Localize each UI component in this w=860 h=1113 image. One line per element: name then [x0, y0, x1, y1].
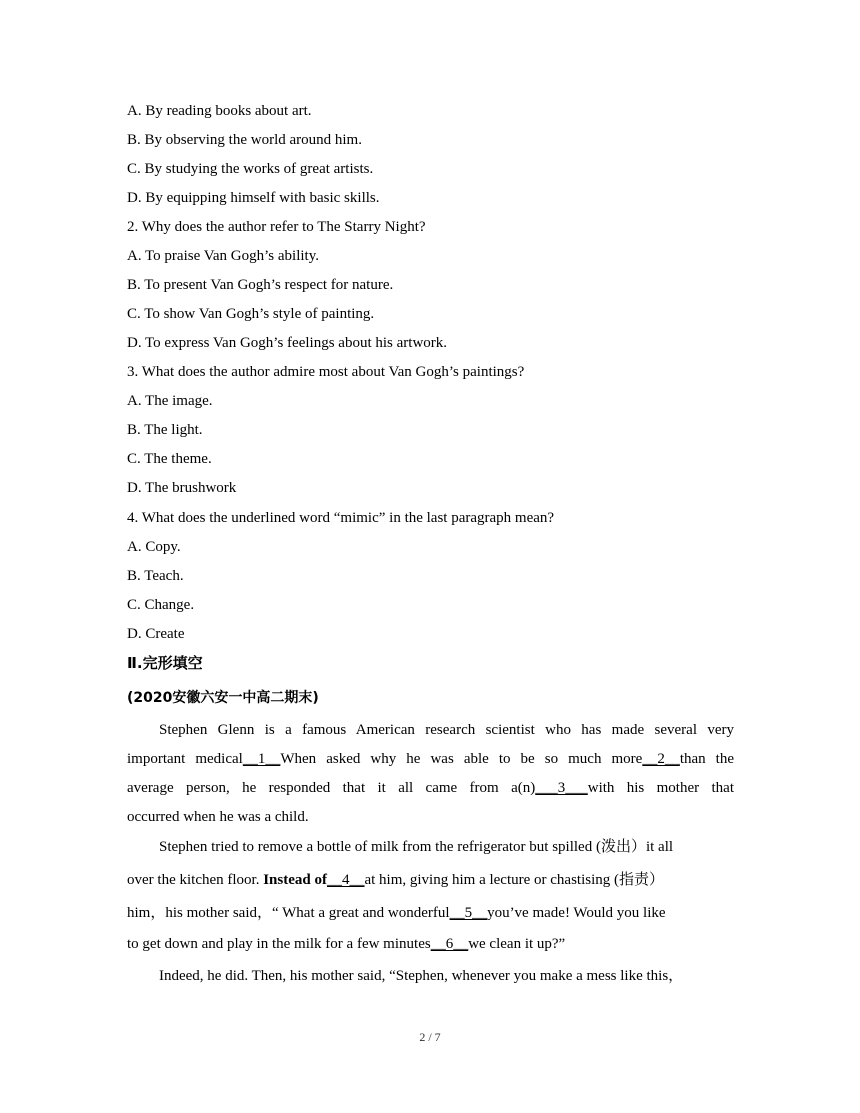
q4-option-a: A. Copy.: [127, 539, 181, 555]
section-source: (2020安徽六安一中高二期末): [127, 690, 319, 706]
text-run: with his mother that: [587, 780, 734, 796]
blank-3: ___3___: [535, 780, 588, 796]
passage-p2-line3: [127, 903, 734, 923]
passage-p2-line2: [127, 870, 734, 890]
text-run: at him, giving him a lecture or chastising (指责）: [364, 872, 665, 888]
text-run: him，his mother said，“ What a great and wonderful: [127, 905, 450, 921]
q2-option-c: C. To show Van Gogh’s style of painting.: [127, 306, 375, 322]
q4-question: 4. What does the underlined word “mimic” in the last paragraph mean?: [127, 510, 555, 526]
text-run: important medical: [127, 751, 243, 767]
q2-option-a: A. To praise Van Gogh’s ability.: [127, 248, 319, 264]
q1-option-a: A. By reading books about art.: [127, 103, 312, 119]
passage-p1-line4: occurred when he was a child.: [127, 809, 309, 825]
blank-5: __5__: [449, 905, 488, 921]
passage-p3-line1: Indeed, he did. Then, his mother said, “Stephen, whenever you make a mess like this，: [159, 968, 684, 984]
q4-option-b: B. Teach.: [127, 568, 184, 584]
blank-1: __1__: [242, 751, 281, 767]
q1-option-c: C. By studying the works of great artists.: [127, 161, 374, 177]
passage-p2-line4: [127, 934, 734, 954]
passage-p1-line1: Stephen Glenn is a famous American research scientist who has made several very: [159, 722, 734, 738]
passage-p2-line1: Stephen tried to remove a bottle of milk from the refrigerator but spilled (泼出）it all: [159, 839, 674, 855]
q2-question: 2. Why does the author refer to The Starry Night?: [127, 219, 426, 235]
q4-option-d: D. Create: [127, 626, 185, 642]
q1-option-d: D. By equipping himself with basic skills.: [127, 190, 380, 206]
page-number: 2 / 7: [419, 1030, 441, 1044]
q2-option-d: D. To express Van Gogh’s feelings about his artwork.: [127, 335, 448, 351]
blank-2: __2__: [642, 751, 680, 767]
passage-p1-line2: [127, 749, 734, 769]
q3-option-a: A. The image.: [127, 393, 213, 409]
q4-option-c: C. Change.: [127, 597, 195, 613]
q3-option-b: B. The light.: [127, 422, 203, 438]
passage-p1-line3: [127, 778, 734, 798]
section-title: Ⅱ.完形填空: [127, 654, 203, 672]
blank-6: __6__: [430, 936, 469, 952]
text-run: to get down and play in the milk for a few minutes: [127, 936, 431, 952]
q3-question: 3. What does the author admire most about Van Gogh’s paintings?: [127, 364, 525, 380]
blank-4: __4__: [326, 872, 365, 888]
q1-option-b: B. By observing the world around him.: [127, 132, 362, 148]
text-run: over the kitchen floor.: [127, 872, 264, 888]
text-run: When asked why he was able to be so much more: [280, 751, 643, 767]
text-run: you’ve made! Would you like: [487, 905, 666, 921]
q2-option-b: B. To present Van Gogh’s respect for nature.: [127, 277, 394, 293]
bold-phrase: Instead of: [263, 872, 327, 888]
q3-option-c: C. The theme.: [127, 451, 212, 467]
text-run: we clean it up?”: [468, 936, 566, 952]
text-run: average person, he responded that it all came from a(n): [127, 780, 536, 796]
text-run: than the: [679, 751, 735, 767]
q3-option-d: D. The brushwork: [127, 480, 237, 496]
